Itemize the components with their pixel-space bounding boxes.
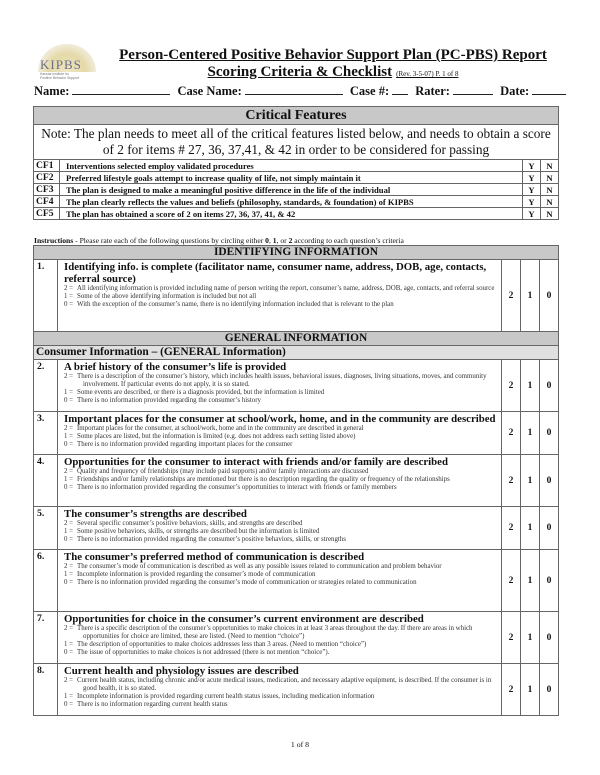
critical-feature-row: CF3 The plan is designed to make a meaningful positive difference in the life of the individual Y N: [34, 184, 559, 196]
score-1[interactable]: 1: [521, 612, 540, 664]
document-subtitle: Scoring Criteria & Checklist (Rev. 3-5-07) P. 1 of 8: [207, 64, 459, 80]
item-question: The consumer’s preferred method of communication is described: [64, 551, 365, 563]
yes-option[interactable]: Y: [523, 160, 541, 172]
score-2[interactable]: 2: [502, 664, 521, 716]
score-1[interactable]: 1: [521, 664, 540, 716]
item-question: Opportunities for the consumer to interact with friends and/or family are described: [64, 456, 448, 468]
name-label: Name:: [34, 84, 70, 98]
no-option[interactable]: N: [541, 172, 559, 184]
item-row: 7. Opportunities for choice in the consumer’s current environment are described 2 = There is a specific description of the consumer’s opportunities to make choices in at least 3 areas throughout the day. If there are areas in which opportunities for choice are limited, these are listed. (Need to mention “choice”) 1 = The description of opportunities to make choices addresses less than 3 areas. (Need to mention “choice”) 0 = The issue of opportunities to make choices is not addressed (there is not mention “choice”). 2 1 0: [34, 612, 559, 664]
no-option[interactable]: N: [541, 196, 559, 208]
item-question: The consumer’s strengths are described: [64, 508, 247, 520]
score-2[interactable]: 2: [502, 260, 521, 332]
item-row: 6. The consumer’s preferred method of communication is described 2 = The consumer’s mode of communication is described as well as any possible issues related to communication and problem behavior 1 = Incomplete information is provided regarding the consumer’s mode of communication 0 = There is no information provided regarding the consumer’s mode of communication or strategies related to communication 2 1 0: [34, 550, 559, 612]
item-question: Identifying info. is complete (facilitator name, consumer name, address, DOB, age, contacts, referral source): [64, 261, 487, 285]
case-number-field[interactable]: [392, 84, 408, 95]
critical-features-table: [33, 106, 559, 220]
item-question: Important places for the consumer at school/work, home, and in the community are described: [64, 413, 496, 425]
yes-option[interactable]: Y: [523, 172, 541, 184]
revision-note: (Rev. 3-5-07) P. 1 of 8: [396, 70, 459, 78]
date-field[interactable]: [532, 84, 566, 95]
critical-features-note: Note: The plan needs to meet all of the critical features listed below, and needs to obtain a score of 2 for items # 27, 36, 37,41, & 42 in order to be considered for passing: [34, 125, 559, 160]
item-row: 2. A brief history of the consumer’s life is provided 2 = There is a description of the consumer’s history, which includes health issues, behavioral issues, diagnoses, living situations, moves, and community involvement. If particular events do not apply, it is so stated. 1 = Some events are described, or there is a diagnosis provided, but the information is limited 0 = There is no information provided regarding the consumer’s history 2 1 0: [34, 360, 559, 412]
case-name-field[interactable]: [245, 84, 343, 95]
scoring-items-table: [33, 245, 559, 716]
item-row: 3. Important places for the consumer at school/work, home, and in the community are described 2 = Important places for the consumer, at school/work, home and in the community are described in general 1 = Some places are listed, but the information is limited (e.g. does not address each setting listed above) 0 = There is no information provided regarding important places for the consumer 2 1 0: [34, 412, 559, 455]
instructions: Instructions - Please rate each of the following questions by circling either 0, 1, or 2 according to each question’s criteria: [34, 236, 404, 245]
score-0[interactable]: 0: [540, 412, 559, 455]
item-row: 5. The consumer’s strengths are described 2 = Several specific consumer’s positive behaviors, skills, and strengths are described 1 = Some positive behaviors, skills, or strengths are described but the information is limited 0 = There is no information provided regarding the consumer’s positive behaviors, skills, or strengths 2 1 0: [34, 507, 559, 550]
score-1[interactable]: 1: [521, 507, 540, 550]
score-0[interactable]: 0: [540, 612, 559, 664]
yes-option[interactable]: Y: [523, 184, 541, 196]
logo-tagline: Kansas Institute for Positive Behavior Support: [40, 72, 80, 80]
case-name-label: Case Name:: [177, 84, 242, 98]
score-2[interactable]: 2: [502, 455, 521, 507]
score-0[interactable]: 0: [540, 260, 559, 332]
section-identifying-information: IDENTIFYING INFORMATION: [34, 246, 559, 260]
critical-feature-row: CF2 Preferred lifestyle goals attempt to increase quality of life, not simply maintain it Y N: [34, 172, 559, 184]
critical-feature-row: CF1 Interventions selected employ validated procedures Y N: [34, 160, 559, 172]
item-row: 8. Current health and physiology issues are described 2 = Current health status, including chronic and/or acute medical issues, medication, and necessary adaptive equipment, is described. If the consumer is in good health, it is so stated. 1 = Incomplete information is provided regarding current health status issues, including medication information 0 = There is no information regarding current health status 2 1 0: [34, 664, 559, 716]
score-0[interactable]: 0: [540, 664, 559, 716]
score-2[interactable]: 2: [502, 550, 521, 612]
score-1[interactable]: 1: [521, 455, 540, 507]
score-1[interactable]: 1: [521, 260, 540, 332]
section-general-information: GENERAL INFORMATION: [34, 332, 559, 346]
score-2[interactable]: 2: [502, 612, 521, 664]
score-2[interactable]: 2: [502, 507, 521, 550]
critical-features-heading: Critical Features: [34, 107, 559, 125]
item-question: Opportunities for choice in the consumer’s current environment are described: [64, 613, 424, 625]
score-0[interactable]: 0: [540, 360, 559, 412]
critical-feature-row: CF4 The plan clearly reflects the values and beliefs (philosophy, standards, & foundation) of KIPBS Y N: [34, 196, 559, 208]
logo-name: KIPBS: [40, 57, 82, 72]
rater-field[interactable]: [453, 84, 493, 95]
item-question: Current health and physiology issues are described: [64, 665, 299, 677]
score-2[interactable]: 2: [502, 412, 521, 455]
header-fields: [34, 84, 570, 99]
item-question: A brief history of the consumer’s life is provided: [64, 361, 287, 373]
score-0[interactable]: 0: [540, 507, 559, 550]
score-0[interactable]: 0: [540, 455, 559, 507]
yes-option[interactable]: Y: [523, 208, 541, 220]
subsection-consumer-information: Consumer Information – (GENERAL Information): [34, 346, 559, 360]
document-title: Person-Centered Positive Behavior Support Plan (PC-PBS) Report: [119, 47, 547, 63]
no-option[interactable]: N: [541, 160, 559, 172]
critical-feature-row: CF5 The plan has obtained a score of 2 on items 27, 36, 37, 41, & 42 Y N: [34, 208, 559, 220]
score-1[interactable]: 1: [521, 412, 540, 455]
name-field[interactable]: [72, 84, 170, 95]
no-option[interactable]: N: [541, 208, 559, 220]
item-row: 1. Identifying info. is complete (facilitator name, consumer name, address, DOB, age, contacts, referral source) 2 = All identifying information is provided including name of person writing the report, consumer’s name, address, DOB, age, contacts, and referral source 1 = Some of the above identifying information is included but not all 0 = With the exception of the consumer’s name, there is no identifying information included that is relevant to the plan 2 1 0: [34, 260, 559, 332]
page-number: 1 of 8: [290, 740, 310, 749]
item-row: 4. Opportunities for the consumer to interact with friends and/or family are described 2 = Quality and frequency of friendships (may include paid supports) and/or family interactions are discussed 1 = Friendships and/or family relationships are mentioned but there is no description regarding the quality or frequency of the relationships 0 = There is no information provided regarding the consumer’s opportunities to interact with friends or family members 2 1 0: [34, 455, 559, 507]
date-label: Date:: [500, 84, 530, 98]
case-number-label: Case #:: [349, 84, 390, 98]
no-option[interactable]: N: [541, 184, 559, 196]
rater-label: Rater:: [415, 84, 450, 98]
yes-option[interactable]: Y: [523, 196, 541, 208]
score-1[interactable]: 1: [521, 360, 540, 412]
score-1[interactable]: 1: [521, 550, 540, 612]
score-0[interactable]: 0: [540, 550, 559, 612]
score-2[interactable]: 2: [502, 360, 521, 412]
